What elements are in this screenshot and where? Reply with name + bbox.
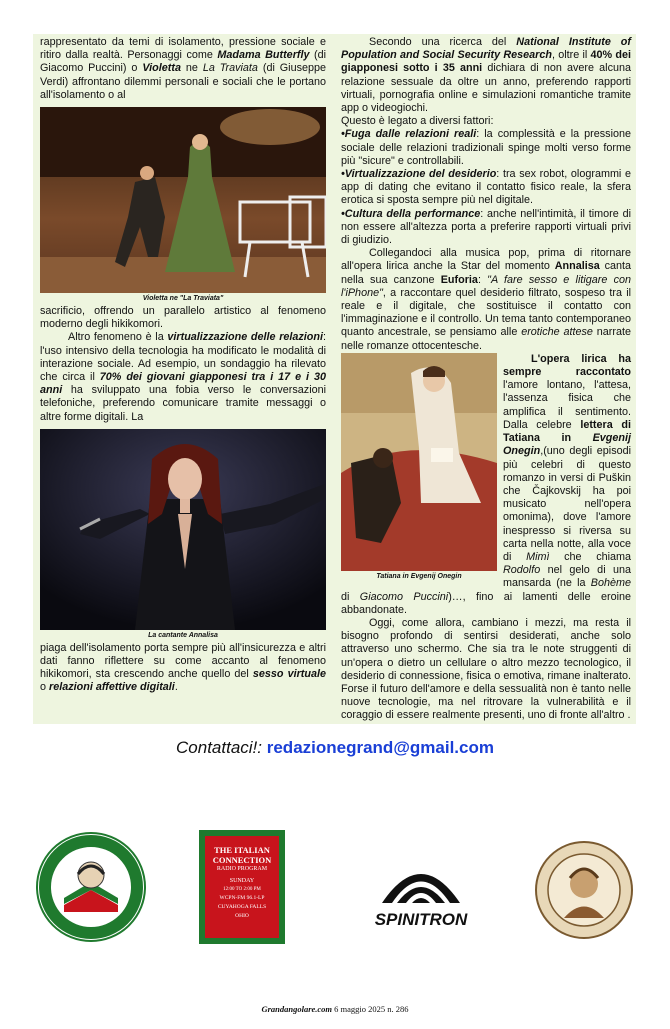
bullet-cultura: •Cultura della performance: anche nell'intimità, il timore di non essere all'altezza porta a preferire rapporti virtuali privi di giudizio. xyxy=(341,207,631,247)
spinitron-wordmark: SPINITRON xyxy=(374,910,468,929)
annalisa-caption: La cantante Annalisa xyxy=(148,631,218,639)
contact-label: Contattaci!: xyxy=(176,738,267,757)
ic-line-1: THE ITALIAN xyxy=(214,845,270,855)
contact-line xyxy=(0,738,670,758)
spinitron-logo[interactable] xyxy=(362,855,480,929)
contact-email-link[interactable]: redazionegrand@gmail.com xyxy=(266,738,494,757)
bullet-virtualizzazione: •Virtualizzazione del desiderio: tra sex robot, ologrammi e app di dating che evitano il contatto fisico reale, la sfera erotica si sposta sempre più nel digitale. xyxy=(341,168,631,207)
paragraph-virtual-relations: Altro fenomeno è la virtualizzazione delle relazioni: l'uso intensivo della tecnologia ha modificato le modalità di interazione sociale. Ad esempio, un sondaggio ha rilevato che circa il 70% dei giovani giapponesi tra i 17 e i 30 anni ha sviluppato una fobia verso le conversazioni telefoniche, preferendo comunicare tramite messaggi o altre forme digitali. La xyxy=(40,331,326,423)
ic-line-4: SUNDAY xyxy=(229,878,255,884)
ic-line-2: CONNECTION xyxy=(212,855,272,865)
ic-line-6: WCPN-FM 96.1-LP xyxy=(219,895,265,901)
radio-italia-logo[interactable] xyxy=(34,830,148,944)
onegin-painting xyxy=(341,353,497,571)
traviata-photo xyxy=(40,107,326,293)
ic-line-5: 12:00 TO 2:00 PM xyxy=(223,887,261,892)
ic-line-3: RADIO PROGRAM xyxy=(216,866,268,872)
ic-line-7: CUYAHOGA FALLS xyxy=(217,904,267,910)
bullet-fuga: •Fuga dalle relazioni reali: la complessità e la pressione sociale delle relazioni tradizionali spinge molti verso forme più "sicure" e controllabili. xyxy=(341,128,631,167)
paragraph-hikikomori: sacrificio, offrendo un parallelo artistico al fenomeno moderno degli hikikomori. xyxy=(40,305,326,331)
onegin-caption: Tatiana in Evgenij Onegin xyxy=(376,572,462,580)
footer-site[interactable]: Grandangolare.com xyxy=(261,1004,333,1014)
paragraph-research: Secondo una ricerca del National Institute of Population and Social Security Research, oltre il 40% dei giapponesi sotto i 35 anni dichiara di non avere alcuna relazione sessuale da oltre un anno, preferendo rapporti virtuali, pornografia online e simulazioni romantiche tramite app o videogiochi. xyxy=(341,36,631,115)
footer-issue: 6 maggio 2025 n. 286 xyxy=(332,1004,409,1014)
annalisa-photo xyxy=(40,429,326,630)
paragraph-virtual-sex: piaga dell'isolamento porta sempre più all'insicurezza e altri dati fanno riflettere su come accanto al fenomeno hikikomori, sta crescendo anche quello del sesso virtuale o relazioni affettive digitali. xyxy=(40,641,326,694)
onegin-figure xyxy=(341,353,497,583)
ic-line-8: OHIO xyxy=(235,913,249,919)
italian-connection-logo[interactable] xyxy=(199,830,285,944)
paragraph-factors: Questo è legato a diversi fattori: xyxy=(341,115,494,128)
columbus-international-seal[interactable] xyxy=(534,840,634,940)
paragraph-opera: L'opera lirica ha sempre raccontato l'amore lontano, l'attesa, l'assenza fisica che amplifica il sentimento. Dalla celebre lettera di Tatiana in Evgenij Onegin,(uno degli episodi più celebri di questo romanzo in versi di Puškin che Čajkovskij ha poi musicato nell'opera omonima), dove l'amore inespresso si riversa su carta nella notte, alla voce di Mimì che chiama Rodolfo nel gelo di una mansarda (ne la Bohème di Giacomo Puccini)…, fino ai lamenti delle eroine abbandonate. xyxy=(341,352,632,616)
paragraph-annalisa: Collegandoci alla musica pop, prima di ritornare all'opera lirica anche la Star del momento Annalisa canta nella sua canzone Euforia: "A fare sesso e litigare con l'iPhone", a raccontare quel desiderio filtrato, sospeso tra il reale e il digitale, che sostituisce il contatto con l'immaginazione e il controllo. Un tema tanto contemporaneo quanto ancestrale, se pensiamo alle erotiche attese narrate nelle romanze ottocentesche. xyxy=(341,247,631,352)
right-column xyxy=(341,36,631,723)
paragraph-closing: Oggi, come allora, cambiano i mezzi, ma resta il bisogno profondo di sentirsi desiderati, anche solo attraverso uno schermo. Che sia tra le note struggenti di un'opera o dietro un cellulare o altro mezzo tecnologico, il desiderio di connessione, fisica o emotiva, rimane inalterato. Forse il futuro dell'amore e della sessualità non è tanto nelle nuove tecnologie, ma nel ritrovare la vulnerabilità e il coraggio di essere realmente presenti, uno di fronte all'altro . xyxy=(341,616,631,722)
paragraph-opening: rappresentato da temi di isolamento, pressione sociale e ritiro dalla realtà. Personaggi come Madama Butterfly (di Giacomo Puccini) o Violetta ne La Traviata (di Giuseppe Verdi) affrontano dilemmi personali e sociali che le portano all'isolamento o al xyxy=(40,36,327,101)
page-footer xyxy=(0,1004,670,1014)
left-column xyxy=(40,36,326,695)
traviata-caption: Violetta ne "La Traviata" xyxy=(142,295,224,303)
